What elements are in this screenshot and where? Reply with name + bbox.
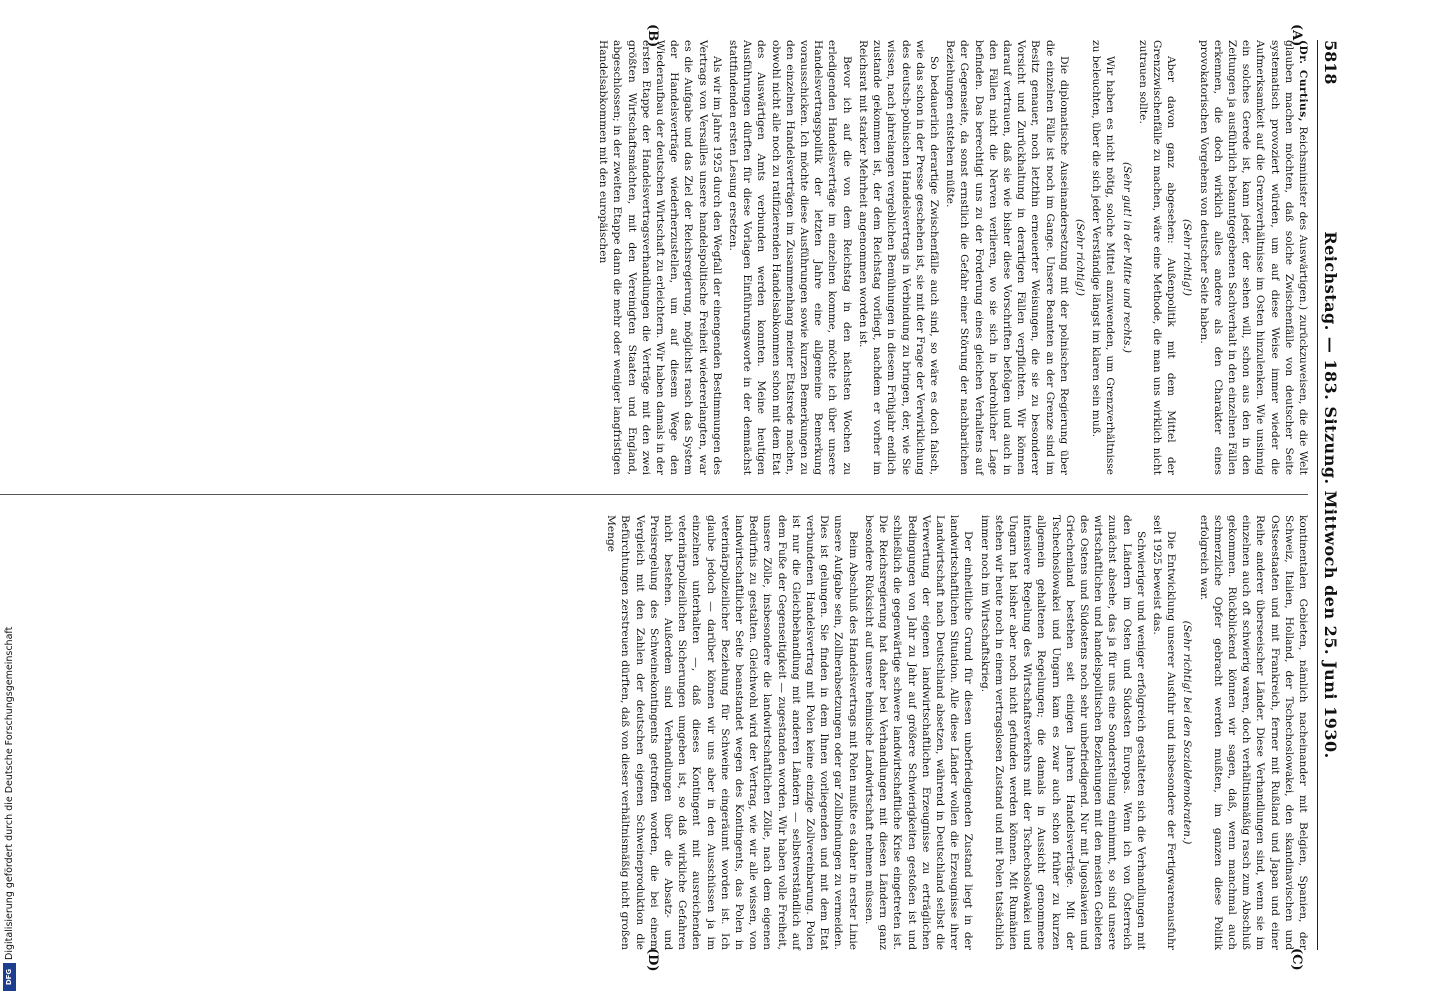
left-column (594, 40, 1310, 475)
column-divider (0, 494, 1308, 495)
interjection: (Sehr gut! in der Mitte und rechts.) (1120, 162, 1133, 353)
digitization-footer (0, 0, 22, 1000)
interjection: (Sehr richtig! bei den Sozialdemokraten.) (1181, 620, 1194, 845)
paragraph: Schwieriger und weniger erfolgreich gestalteten sich die Verhandlungen mit den Ländern im Osten und Südosten Europas. Wenn ich von Österreich zunächst absehe, das ja für uns eine Sonderstellung einnimmt, so sind unsere wirtschaftlichen und handelspolitischen Beziehungen mit den meisten Gebieten des Ostens und Südostens noch sehr unbefriedigend. Nur mit Jugoslawien und Griechenland bestehen seit einigen Jahren Handelsverträge. Mit der Tschechoslowakei und Ungarn kam es zwar auch schon früher zu kurzen allgemein gehaltenen Regelungen; die damals in Aussicht genommene intensivere Regelung des Wirtschaftsverkehrs mit der Tschechoslowakei und Ungarn hat bisher aber noch nicht gefunden werden können. Mit Rumänien stehen wir heute noch in einem vertragslosen Zustand und mit Polen tatsächlich immer noch im Wirtschaftskrieg. (978, 515, 1147, 950)
dfg-logo-text: DFG (5, 968, 14, 986)
paragraph: Wir haben es nicht nötig, solche Mittel anzuwenden, um Grenzverhältnisse zu beleuchten, über die sich jeder Verständige längst im klaren sein muß. (1090, 40, 1117, 475)
paragraph: Beim Abschluß des Handelsvertrags mit Polen mußte es daher in erster Linie unsere Aufgabe sein, Zollherabsetzungen oder gar Zollbindungen zu vermeiden. Dies ist gelungen. Sie finden in dem Ihnen vorliegenden und mit dem Etat verbundenen Handelsvertrag mit Polen keine einzige Zollvereinbarung. Polen ist nur die Gleichbehandlung mit anderen Ländern — selbstverständlich auf dem Fuße der Gegenseitigkeit — zugestanden worden. Wir haben volle Freiheit, unsere Zölle, insbesondere die landwirtschaftlichen Zölle, nach dem eigenen Bedürfnis zu gestalten. Gleichwohl wird der Vertrag, wie wir alle wissen, von landwirtschaftlicher Seite beanstandet wegen des Kontingents, das Polen in veterinärpolizeilicher Beziehung für Schweine eingeräumt worden ist. Ich glaube jedoch — darüber können wir uns aber in den Ausschüssen ja im einzelnen unterhalten —, daß dieses Kontingent mit ausreichenden veterinärpolizeilichen Sicherungen umgeben ist, so daß wirkliche Gefahren nicht bestehen. Außerdem sind Verhandlungen über die Absatz- und Preisregelung des Schweinekontingents getroffen worden, die bei einem Vergleich mit den Zahlen der deutschen eigenen Schweineproduktion die Befürchtungen zerstreuen dürften, daß von dieser verhältnismäßig nicht großen Menge (605, 515, 859, 950)
paragraph: Die Entwicklung unserer Ausfuhr und insbesondere der Fertigwarenausfuhr seit 1925 beweist das. (1150, 515, 1178, 950)
funding-notice: Digitalisierung gefördert durch die Deutsche Forschungsgemeinschaft (4, 626, 15, 960)
margin-marker-d: (D) (645, 948, 660, 972)
margin-marker-b: (B) (645, 24, 660, 48)
speaker-role: Reichsminister des Auswärtigen.) (1297, 126, 1309, 311)
paragraph-text: zurückzuweisen, die die Welt glauben machen möchten, daß solche Zwischenfälle von deutscher Seite systematisch provoziert würden, um auf diese Weise immer wieder die Aufmerksamkeit auf die Grenzverhältnisse im Osten hinzulenken. Wie unsinnig ein solches Gerede ist, kann jeder, der sehen will, schon aus den in den Zeitungen ja ausführlich bekanntgegebenen Sachverhalt in den einzelnen Fällen erkennen, die doch wirklich alles andere als den Charakter eines provokatorischen Vorgehens von deutscher Seite haben. (1197, 40, 1309, 475)
speaker-name: (Dr. Curtius, (1297, 40, 1309, 122)
page-number: 5818 (1321, 40, 1340, 85)
margin-marker-a: (A) (1289, 24, 1304, 47)
paragraph: Als wir im Jahre 1925 durch den Wegfall der einengenden Bestimmungen des Vertrags von Versailles unsere handelspolitische Freiheit wiedererlangten, war es die Aufgabe und das Ziel der Reichsregierung, möglichst rasch das System der Handelsverträge wiederherzustellen, um auf diesem Wege den Wiederaufbau der deutschen Wirtschaft zu erleichtern. Wir haben damals in der ersten Etappe der Handelsvertragsverhandlungen die Verträge mit den zwei größten Wirtschaftsmächten, mit den Vereinigten Staaten und England, abgeschlossen; in der zweiten Etappe dann die mehr oder weniger langfristigen Handelsabkommen mit den europäischen (597, 40, 723, 475)
interjection: (Sehr richtig!) (1073, 219, 1086, 296)
paragraph: kontinentalen Gebieten, nämlich nacheinander mit Belgien, Spanien, der Schweiz, Italien, Holland, der Tschechoslowakei, den skandinavischen und Ostseestaaten und mit Frankreich, ferner mit Rußland und Japan und einer Reihe anderer überseeischer Länder. Diese Verhandlungen sind, wenn sie im einzelnen auch oft schwierig waren, doch verhältnismäßig rasch zum Abschluß gekommen. Rückblickend können wir sagen, daß, wenn manchmal auch schmerzliche Opfer gebracht werden mußten, im ganzen diese Politik erfolgreich war. (1197, 515, 1309, 950)
page-header (1317, 40, 1340, 950)
dfg-logo (3, 963, 16, 991)
paragraph (1196, 40, 1310, 475)
margin-marker-c: (C) (1289, 948, 1304, 971)
paragraph: Die diplomatische Auseinandersetzung mit der polnischen Regierung über die einzelnen Fälle ist noch im Gange. Unsere Beamten an der Grenze sind im Besitz genauer, noch letzthin erneuerter Weisungen, die sie zu besonderer Vorsicht und Zurückhaltung in derartigen Fällen verpflichten. Wir können darauf vertrauen, daß sie wie bisher diese Vorschriften befolgen und auch in den Fällen nicht die Nerven verlieren, wo sie sich in bedrohlicher Lage befinden. Das berechtigt uns zu der Forderung eines gleichen Verhaltens auf der Gegenseite, da sonst ernstlich die Gefahr einer Störung der nachbarlichen Beziehungen entstehen müßte. (944, 40, 1070, 475)
paragraph: Aber davon ganz abgesehen: Außenpolitik mit dem Mittel der Grenzzwischenfälle zu machen, wäre eine Methode, die man uns wirklich nicht zutrauen sollte. (1136, 40, 1178, 475)
session-title: Reichstag. — 183. Sitzung. Mittwoch den 25. Juni 1930. (1321, 231, 1340, 759)
rotated-newspaper-page (0, 20, 1340, 970)
interjection: (Sehr richtig!) (1181, 219, 1194, 296)
right-column (602, 515, 1310, 950)
paragraph: So bedauerlich derartige Zwischenfälle auch sind, so wäre es doch falsch, wie das schon in der Presse geschehen ist, sie mit der Frage der Verwirklichung des deutsch-polnischen Handelsvertrags in Verbindung zu bringen, der, wie Sie wissen, nach jahrelangen vergeblichen Bemühungen in diesem Frühjahr endlich zustande gekommen ist, der dem Reichstag vorliegt, nachdem er vorher im Reichsrat mit starker Mehrheit angenommen worden ist. (856, 40, 940, 475)
paragraph: Bevor ich auf die von dem Reichstag in den nächsten Wochen zu erledigenden Handelsverträge im einzelnen komme, möchte ich über unsere Handelsvertragspolitik der letzten Jahre eine allgemeine Bemerkung vorausschicken. Ich möchte diese Ausführungen sowie kurzen Bemerkungen zu den einzelnen Handelsverträgen im Zusammenhang meiner Etatsrede machen, obwohl nicht alle noch zu ratifizierenden Handelsabkommen schon mit dem Etat des Auswärtigen Amts verbunden werden konnten. Meine heutigen Ausführungen dürften für diese Vorlagen Einführungsworte in der demnächst stattfindenden ersten Lesung ersetzen. (727, 40, 853, 475)
paragraph: Der einheitliche Grund für diesen unbefriedigenden Zustand liegt in der landwirtschaftlichen Situation. Alle diese Länder wollen die Erzeugnisse ihrer Landwirtschaft nach Deutschland absetzen, während in Deutschland selbst die Verwertung der eigenen landwirtschaftlichen Erzeugnisse zu erträglichen Bedingungen von Jahr zu Jahr auf größere Schwierigkeiten gestoßen ist und schließlich die gegenwärtige schwere landwirtschaftliche Krise eingetreten ist. Die Reichsregierung hat daher bei Verhandlungen mit diesen Ländern ganz besondere Rücksicht auf unsere heimische Landwirtschaft nehmen müssen. (862, 515, 975, 950)
